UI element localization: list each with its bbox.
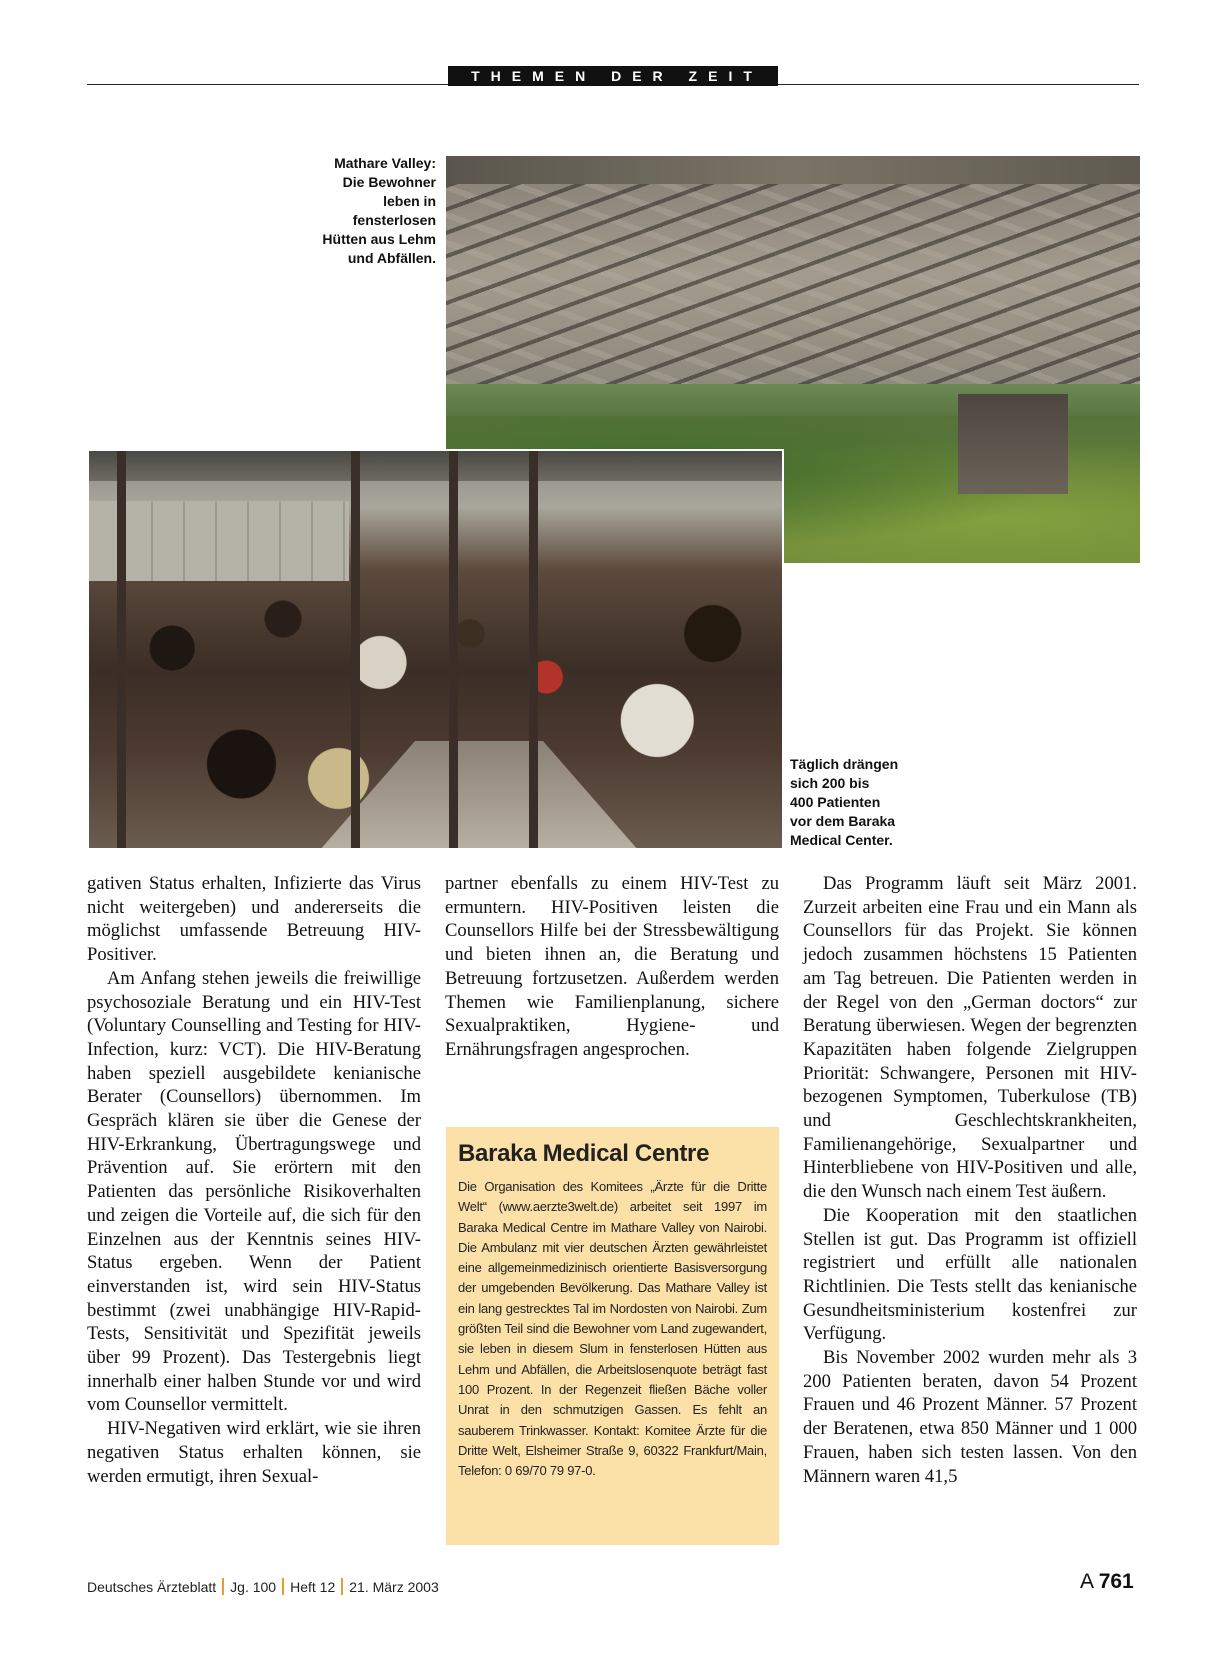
paragraph: Die Kooperation mit den staatlichen Stellen ist gut. Das Programm ist offiziell registriert und erfüllt alle nationalen Richtlinien. Die Tests stellt das kenianische Gesundheitsministerium kostenfrei zur Verfügung. — [803, 1204, 1137, 1345]
journal-name: Deutsches Ärzteblatt — [87, 1578, 217, 1595]
article-column-3 — [803, 872, 1137, 1488]
page-prefix: A — [1080, 1570, 1093, 1593]
caption-line: Medical Center. — [790, 832, 893, 848]
footer-separator — [282, 1578, 284, 1595]
photo-caption-bottom — [790, 755, 940, 850]
paragraph: HIV-Negativen wird erklärt, wie sie ihren negativen Status erhalten können, sie werden ermutigt, ihren Sexual- — [87, 1418, 421, 1487]
page-number — [1080, 1570, 1134, 1594]
caption-line: 400 Patienten — [790, 794, 881, 810]
paragraph: gativen Status erhalten, Infizierte das Virus nicht weitergeben) und andererseits die möglichst umfassende Betreuung HIV-Positiver. — [87, 873, 421, 966]
paragraph: partner ebenfalls zu einem HIV-Test zu ermuntern. HIV-Positiven leisten die Counsellors Hilfe bei der Stressbewältigung und bieten ihnen an, die Beratung und Betreuung fortzusetzen. Außerdem werden Themen wie Familienplanung, sichere Sexualpraktiken, Hygiene- und Ernährungsfragen angesprochen. — [445, 873, 779, 1060]
journal-issue: Heft 12 — [290, 1578, 336, 1595]
caption-line: vor dem Baraka — [790, 813, 896, 829]
caption-line: Täglich drängen — [790, 756, 899, 772]
article-column-1 — [87, 872, 421, 1488]
photo-caption-top — [250, 154, 436, 268]
photo-patients-waiting — [87, 449, 784, 850]
article-column-2 — [445, 872, 779, 1062]
footer-separator — [341, 1578, 343, 1595]
page-footer — [87, 1578, 439, 1595]
paragraph: Bis November 2002 wurden mehr als 3 200 Patienten beraten, davon 54 Prozent Frauen und 46 Prozent Männer. 57 Prozent der Beratenen, etwa 850 Männer und 1 000 Frauen, haben sich testen lassen. Von den Männern waren 41,5 — [803, 1347, 1137, 1487]
caption-line: und Abfällen. — [347, 250, 436, 266]
caption-line: leben in — [383, 193, 436, 209]
journal-date: 21. März 2003 — [349, 1578, 439, 1595]
caption-line: Die Bewohner — [342, 174, 436, 190]
caption-line: Mathare Valley: — [334, 155, 436, 171]
caption-line: Hütten aus Lehm — [322, 231, 436, 247]
paragraph: Das Programm läuft seit März 2001. Zurzeit arbeiten eine Frau und ein Mann als Counsellors für das Projekt. Sie können jedoch zusammen höchstens 15 Patienten am Tag betreuen. Die Patienten werden in der Regel von den „German doctors“ zur Beratung überwiesen. Wegen der begrenzten Kapazitäten haben folgende Zielgruppen Priorität: Schwangere, Personen mit HIV-bezogenen Symptomen, Tuberkulose (TB) und Geschlechtskrankheiten, Familienangehörige, Sexualpartner und Hinterbliebene von HIV-Positiven und alle, die den Wunsch nach einem Test äußern. — [803, 873, 1137, 1203]
info-box-text: Die Organisation des Komitees „Ärzte für die Dritte Welt“ (www.aerzte3welt.de) arbeitet seit 1997 im Baraka Medical Centre im Mathare Valley von Nairobi. Die Ambulanz mit vier deutschen Ärzten gewährleistet eine allgemeinmedizinisch orientierte Basisversorgung der umgebenden Bevölkerung. Das Mathare Valley ist ein lang gestrecktes Tal im Nordosten von Nairobi. Zum größten Teil sind die Bewohner vom Land zugewandert, sie leben in diesem Slum in fensterlosen Hütten aus Lehm und Abfällen, die Arbeitslosenquote beträgt fast 100 Prozent. In der Regenzeit fließen Bäche voller Unrat in den schmutzigen Gassen. Es fehlt an sauberem Trinkwasser. Kontakt: Komitee Ärzte für die Dritte Welt, Elsheimer Straße 9, 60322 Frankfurt/Main, Telefon: 0 69/70 79 97-0. — [458, 1179, 767, 1479]
section-header: THEMEN DER ZEIT — [448, 66, 778, 86]
info-box-baraka — [446, 1127, 779, 1545]
footer-separator — [222, 1578, 224, 1595]
page-number-value: 761 — [1098, 1570, 1134, 1593]
journal-volume: Jg. 100 — [230, 1578, 277, 1595]
caption-line: sich 200 bis — [790, 775, 870, 791]
caption-line: fensterlosen — [352, 212, 436, 228]
paragraph: Am Anfang stehen jeweils die freiwillige psychosoziale Beratung und ein HIV-Test (Voluntary Counselling and Testing for HIV-Infection, kurz: VCT). Die HIV-Beratung haben speziell ausgebildete kenianische Berater (Counsellors) übernommen. Im Gespräch klären sie über die Genese der HIV-Erkrankung, Übertragungswege und Prävention auf. Sie erörtern mit den Patienten das persönliche Risikoverhalten und zeigen die Vorteile auf, die sich für den Einzelnen aus der Kenntnis seines HIV-Status ergeben. Wenn der Patient einverstanden ist, wird sein HIV-Status bestimmt (zwei unabhängige HIV-Rapid-Tests, Sensitivität und Spezifität jeweils über 99 Prozent). Das Testergebnis liegt innerhalb einer halben Stunde vor und wird vom Counsellor vermittelt. — [87, 967, 421, 1416]
info-box-title: Baraka Medical Centre — [458, 1140, 710, 1167]
